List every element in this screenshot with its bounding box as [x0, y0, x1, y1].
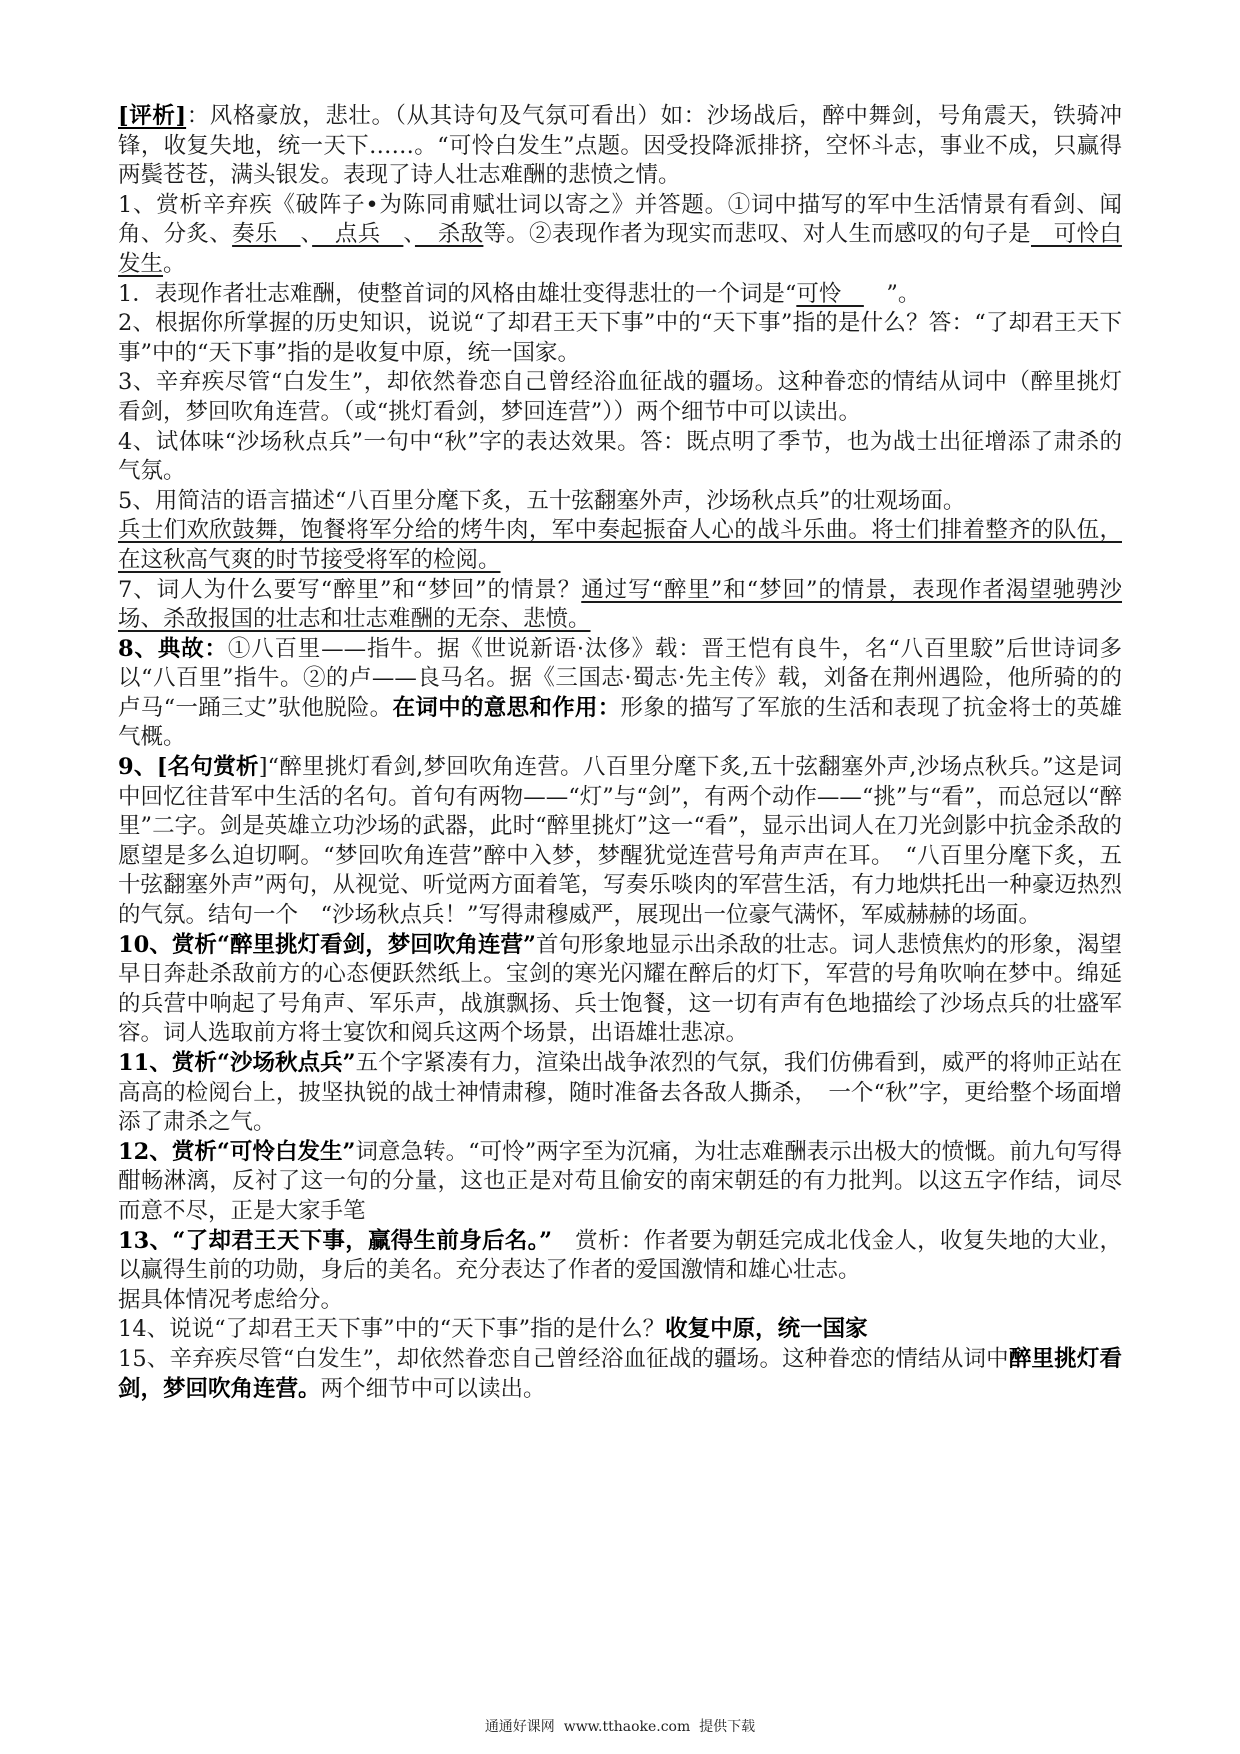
- text-segment: 7、词人为什么要写“醉里”和“梦回”的情景？: [118, 576, 582, 603]
- text-segment: 两个细节中可以读出。: [320, 1375, 546, 1402]
- bold-underlined-text-segment: [评析]: [118, 103, 187, 129]
- text-segment: 3、辛弃疾尽管“白发生”，却依然眷恋自己曾经浴血征战的疆场。这种眷恋的情结从词中（醉里挑灯看剑，梦回吹角连营。（或“挑灯看剑，梦回连营”））两个细节中可以读出。: [118, 369, 1122, 425]
- bold-text-segment: 11、赏析“沙场秋点兵”: [118, 1050, 356, 1076]
- bold-text-segment: 13、“了却君王天下事，赢得生前身后名。”: [118, 1227, 553, 1254]
- text-segment: 首句形象地显示出杀敌的壮志。词人悲愤焦灼的形象，渴望早日奔赴杀敌前方的心态便跃然纸上。宝剑的寒光闪耀在醉后的灯下，军营的号角吹响在梦中。绵延的兵营中响起了号角声、军乐声，战旗飘扬、兵士饱餐，这一切有声有色地描绘了沙场点兵的壮盛军容。词人选取前方将士宴饮和阅兵这两个场景，出语雄壮悲凉。: [118, 931, 1122, 1047]
- paragraph-7: [118, 487, 1122, 517]
- paragraph-15: [118, 1227, 1122, 1286]
- text-segment: 5、用简洁的语言描述“八百里分麾下炙，五十弦翻塞外声，沙场秋点兵”的壮观场面。: [118, 487, 966, 514]
- paragraph-18: [118, 1345, 1122, 1404]
- paragraph-16: [118, 1286, 1122, 1316]
- bold-text-segment: 醉里挑灯看剑，梦回吹角连营。: [118, 1345, 1122, 1402]
- text-segment: 15、辛弃疾尽管“白发生”，却依然眷恋自己曾经浴血征战的疆场。这种眷恋的情结从词中: [118, 1345, 1009, 1372]
- text-segment: ”。: [863, 280, 921, 307]
- bold-text-segment: 9、[名句赏析: [118, 754, 259, 781]
- document-body: [118, 102, 1122, 1404]
- underlined-text-segment: 可怜白发生: [118, 221, 1122, 277]
- underlined-text-segment: 兵士们欢欣鼓舞，饱餐将军分给的烤牛肉，军中奏起振奋人心的战斗乐曲。将士们排着整齐的队伍，在这秋高气爽的时节接受将军的检阅。: [118, 517, 1122, 573]
- paragraph-8: [118, 516, 1122, 575]
- text-segment: 2、根据你所掌握的历史知识，说说“了却君王天下事”中的“天下事”指的是什么？答：“了却君王天下事”中的“天下事”指的是收复中原，统一国家。: [118, 310, 1122, 366]
- paragraph-10: [118, 635, 1122, 753]
- underlined-text-segment: 杀敌: [414, 221, 484, 248]
- bold-text-segment: 收复中原，统一国家: [665, 1316, 868, 1343]
- paragraph-11: [118, 753, 1122, 931]
- paragraph-1: [118, 102, 1122, 191]
- text-segment: 。: [163, 250, 186, 277]
- paragraph-17: [118, 1315, 1122, 1345]
- paragraph-13: [118, 1049, 1122, 1138]
- paragraph-12: [118, 931, 1122, 1049]
- paragraph-3: [118, 280, 1122, 310]
- underlined-text-segment: 点兵: [312, 221, 404, 248]
- page-footer: 通通好课网 www.tthaoke.com 提供下载: [484, 1719, 756, 1735]
- underlined-text-segment: 通过写“醉里”和“梦回”的情景，表现作者渴望驰骋沙场、杀敌报国的壮志和壮志难酬的无奈、悲愤。: [118, 576, 1123, 633]
- text-segment: 形象的描写了军旅的生活和表现了抗金将士的英雄气概。: [118, 694, 1122, 751]
- text-segment: 、: [300, 221, 313, 248]
- text-segment: ①八百里——指牛。据《世说新语·汰侈》载：晋王恺有良牛，名“八百里駮”后世诗词多以“八百里”指牛。②的卢——良马名。据《三国志·蜀志·先主传》载，刘备在荆州遇险，他所骑的的卢马“一踊三丈”驮他脱险。: [118, 635, 1122, 721]
- text-segment: 等。②表现作者为现实而悲叹、对人生而感叹的句子是: [483, 221, 1031, 248]
- text-segment: 词意急转。“可怜”两字至为沉痛，为壮志难酬表示出极大的愤慨。前九句写得酣畅淋漓，反衬了这一句的分量，这也正是对苟且偷安的南宋朝廷的有力批判。以这五字作结，词尽而意不尽，正是大家手笔: [118, 1138, 1122, 1224]
- text-segment: 1．表现作者壮志难酬，使整首词的风格由雄壮变得悲壮的一个词是“: [118, 280, 797, 307]
- text-segment: 、: [403, 221, 415, 248]
- bold-text-segment: 10、赏析“醉里挑灯看剑，梦回吹角连营”: [118, 931, 536, 958]
- text-segment: ：风格豪放，悲壮。（从其诗句及气氛可看出）如：沙场战后，醉中舞剑，号角震天，铁骑冲锋，收复失地，统一天下……。“可怜白发生”点题。因受投降派排挤，空怀斗志，事业不成，只赢得两鬓苍苍，满头银发。表现了诗人壮志难酬的悲愤之情。: [118, 103, 1122, 189]
- paragraph-9: [118, 576, 1122, 635]
- underlined-text-segment: 可怜: [796, 280, 864, 307]
- text-segment: 1、赏析辛弃疾《破阵子•为陈同甫赋壮词以寄之》并答题。①词中描写的军中生活情景有看剑、闻角、分炙、: [118, 191, 1122, 248]
- paragraph-2: [118, 191, 1122, 280]
- paragraph-4: [118, 309, 1122, 368]
- paragraph-6: [118, 428, 1122, 487]
- bold-text-segment: 12、赏析“可怜白发生”: [118, 1138, 356, 1165]
- text-segment: 据具体情况考虑给分。: [118, 1286, 344, 1313]
- bold-text-segment: 在词中的意思和作用：: [392, 694, 621, 721]
- text-segment: 4、试体味“沙场秋点兵”一句中“秋”字的表达效果。答：既点明了季节，也为战士出征增添了肃杀的气氛。: [118, 428, 1122, 485]
- text-segment: 五个字紧凑有力，渲染出战争浓烈的气氛，我们仿佛看到，威严的将帅正站在高高的检阅台上，披坚执锐的战士神情肃穆，随时准备去各敌人撕杀， 一个“秋”字，更给整个场面增添了肃杀之气。: [118, 1050, 1122, 1136]
- paragraph-14: [118, 1138, 1122, 1227]
- paragraph-5: [118, 368, 1122, 427]
- bold-text-segment: 8、典故：: [118, 635, 228, 662]
- underlined-text-segment: 奏乐: [232, 221, 301, 248]
- text-segment: ]“醉里挑灯看剑,梦回吹角连营。八百里分麾下炙,五十弦翻塞外声,沙场点秋兵。”这是词中回忆往昔军中生活的名句。首句有两物——“灯”与“剑”，有两个动作——“挑”与“看”，而总冠以“醉里”二字。剑是英雄立功沙场的武器，此时“醉里挑灯”这一“看”，显示出词人在刀光剑影中抗金杀敌的愿望是多么迫切啊。“梦回吹角连营”醉中入梦，梦醒犹觉连营号角声声在耳。 “八百里分麾下炙，五十弦翻塞外声”两句，从视觉、听觉两方面着笔，写奏乐啖肉的军营生活，有力地烘托出一种豪迈热烈的气氛。结句一个 “沙场秋点兵！”写得肃穆威严，展现出一位豪气满怀，军威赫赫的场面。: [118, 754, 1122, 929]
- text-segment: 赏析：作者要为朝廷完成北伐金人，收复失地的大业，以赢得生前的功勋，身后的美名。充分表达了作者的爱国激情和雄心壮志。: [118, 1227, 1122, 1284]
- text-segment: 14、说说“了却君王天下事”中的“天下事”指的是什么？: [118, 1316, 666, 1343]
